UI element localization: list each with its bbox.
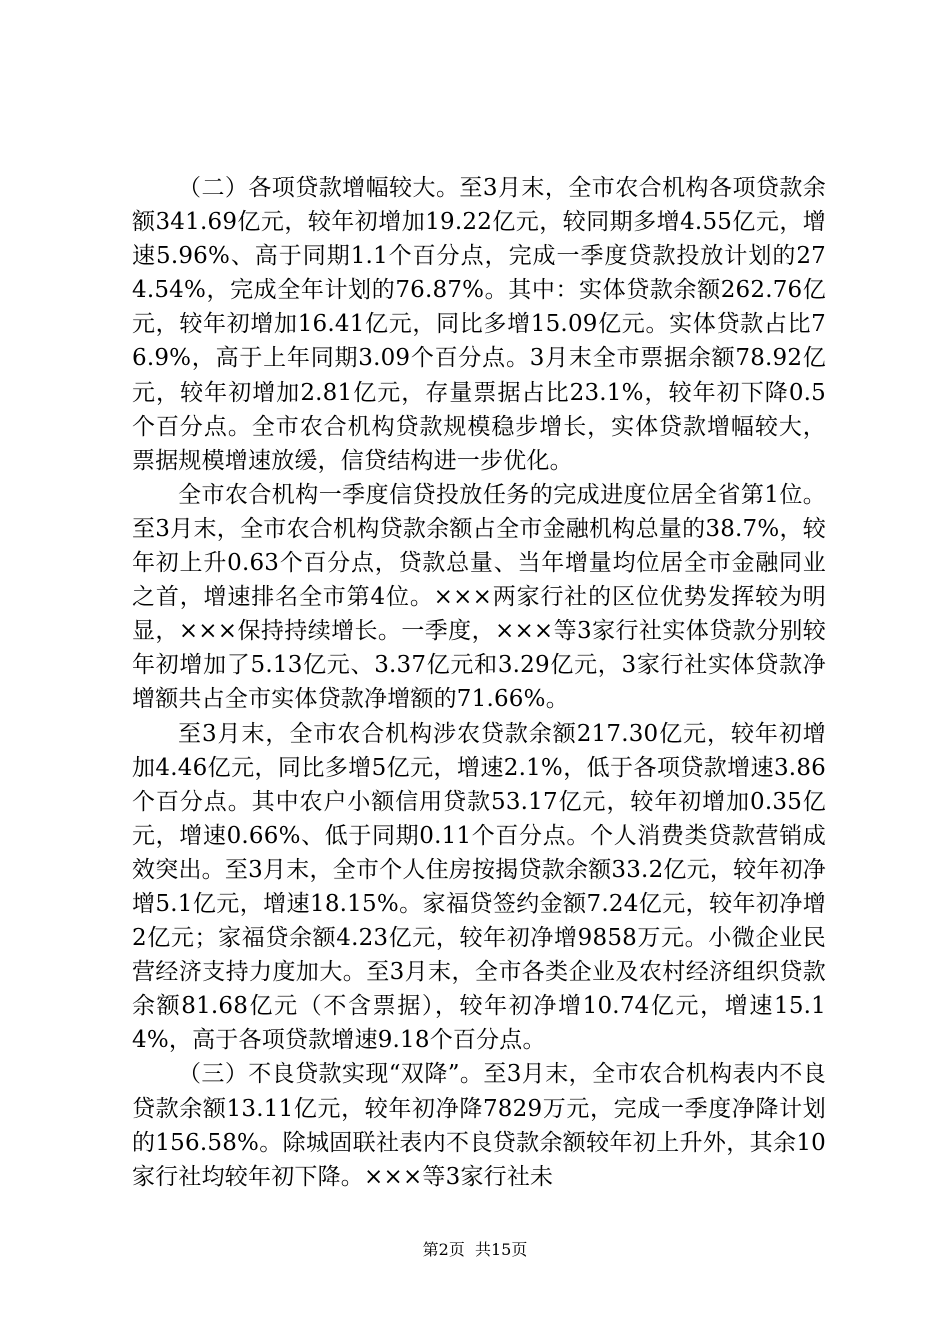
paragraph-agricultural-loans: 至3月末，全市农合机构涉农贷款余额217.30亿元，较年初增加4.46亿元，同比多增5亿元，增速2.1%，低于各项贷款增速3.86个百分点。其中农户小额信用贷款53.17亿元，较年初增加0.35亿元，增速0.66%、低于同期0.11个百分点。个人消费类贷款营销成效突出。至3月末，全市个人住房按揭贷款余额33.2亿元，较年初净增5.1亿元，增速18.15%。家福贷签约金额7.24亿元，较年初净增2亿元；家福贷余额4.23亿元，较年初净增9858万元。小微企业民营经济支持力度加大。至3月末，全市各类企业及农村经济组织贷款余额81.68亿元（不含票据），较年初净增10.74亿元，增速15.14%，高于各项贷款增速9.18个百分点。 <box>132 720 826 1054</box>
paragraph-province-ranking: 全市农合机构一季度信贷投放任务的完成进度位居全省第1位。至3月末，全市农合机构贷款余额占全市金融机构总量的38.7%，较年初上升0.63个百分点，贷款总量、当年增量均位居全市金融同业之首，增速排名全市第4位。×××两家行社的区位优势发挥较为明显，×××保持持续增长。一季度，×××等3家行社实体贷款分别较年初增加了5.13亿元、3.37亿元和3.29亿元，3家行社实体贷款净增额共占全市实体贷款净增额的71.66%。 <box>132 481 826 713</box>
paragraph-nonperforming-loans: （三）不良贷款实现“双降”。至3月末，全市农合机构表内不良贷款余额13.11亿元，较年初净降7829万元，完成一季度净降计划的156.58%。除城固联社表内不良贷款余额较年初上升外，其余10家行社均较年初下降。×××等3家行社未 <box>132 1061 826 1190</box>
document-body <box>132 171 826 1194</box>
page-footer: 第2页 共15页 <box>422 1240 528 1259</box>
paragraph-loans-growth: （二）各项贷款增幅较大。至3月末，全市农合机构各项贷款余额341.69亿元，较年初增加19.22亿元，较同期多增4.55亿元，增速5.96%、高于同期1.1个百分点，完成一季度贷款投放计划的274.54%，完成全年计划的76.87%。其中：实体贷款余额262.76亿元，较年初增加16.41亿元，同比多增15.09亿元。实体贷款占比76.9%，高于上年同期3.09个百分点。3月末全市票据余额78.92亿元，较年初增加2.81亿元，存量票据占比23.1%，较年初下降0.5个百分点。全市农合机构贷款规模稳步增长，实体贷款增幅较大，票据规模增速放缓，信贷结构进一步优化。 <box>132 175 826 474</box>
